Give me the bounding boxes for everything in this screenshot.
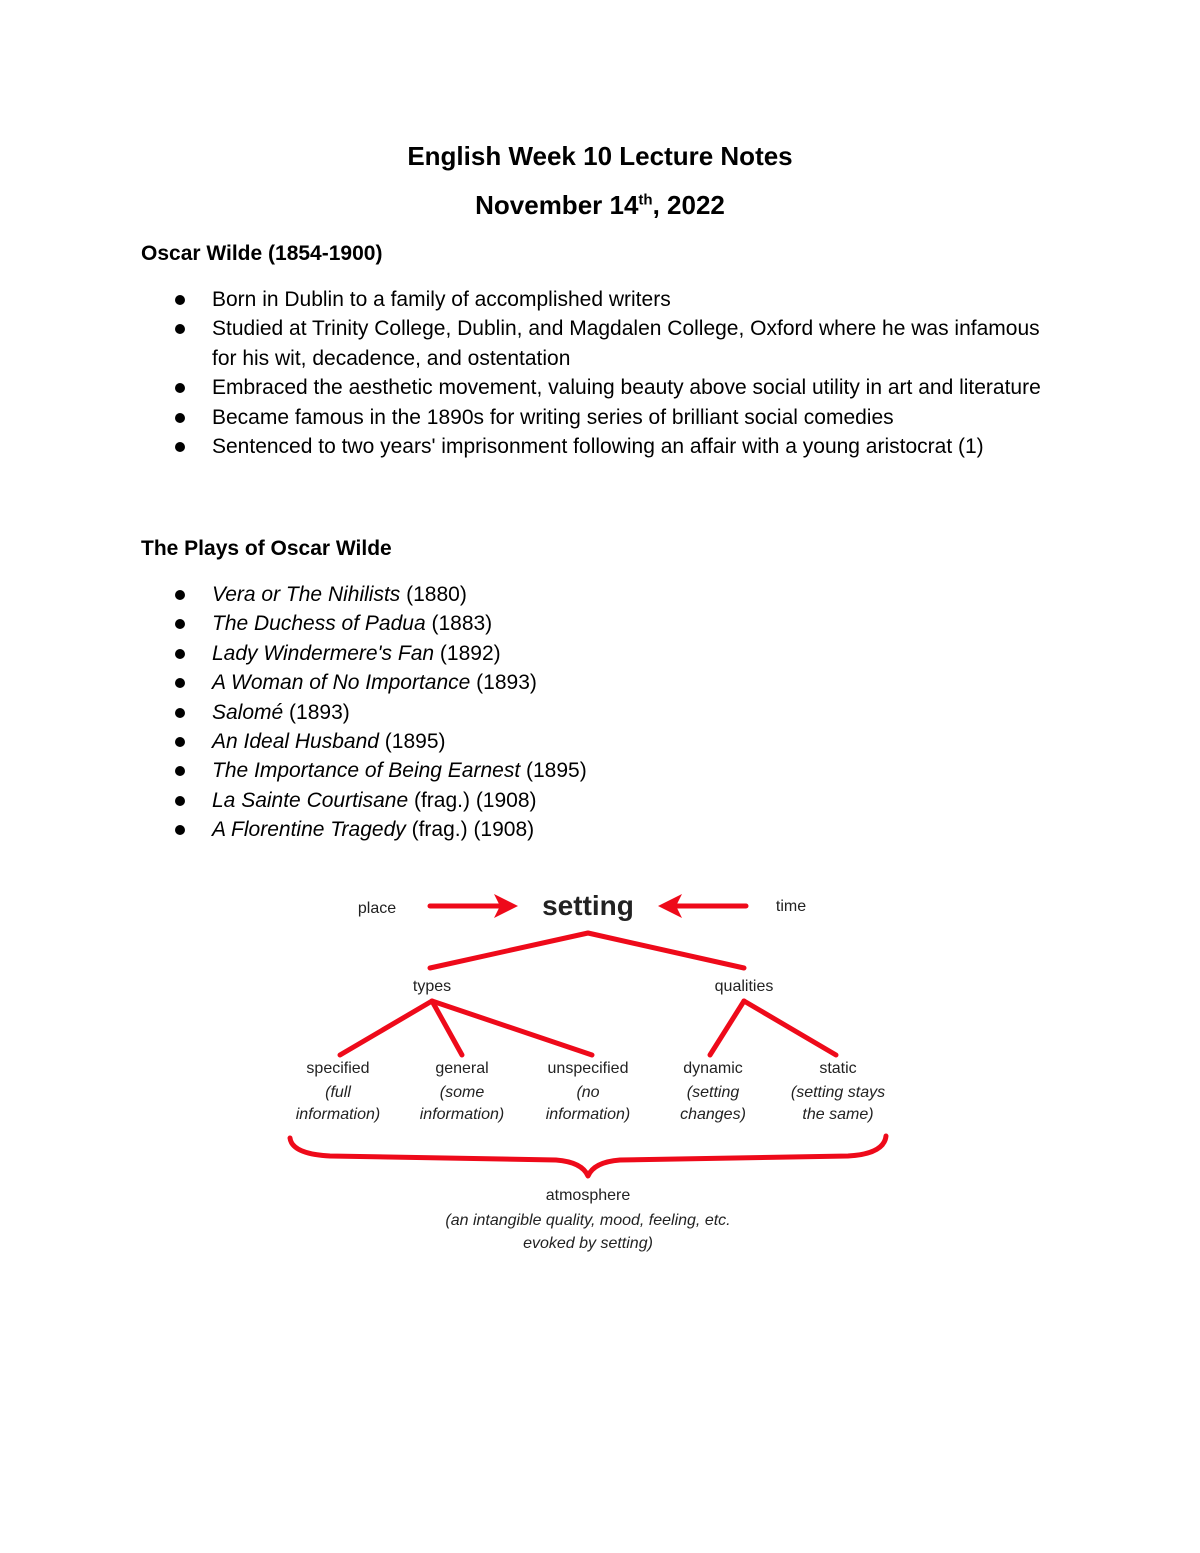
- list-item: [141, 639, 1061, 668]
- biography-list: [141, 285, 1061, 461]
- list-item: [141, 285, 1061, 314]
- list-item: [141, 403, 1061, 432]
- desc-general-line2: information): [419, 1106, 505, 1123]
- date-prefix: November 14: [475, 190, 639, 220]
- play-year: (1883): [425, 612, 493, 636]
- desc-static-line1: (setting stays: [790, 1084, 886, 1101]
- list-item: [141, 698, 1061, 727]
- document-title: English Week 10 Lecture Notes: [407, 141, 793, 171]
- branch-types-specified: [340, 1001, 432, 1055]
- bullet-icon: [175, 766, 185, 776]
- list-item-text: Studied at Trinity College, Dublin, and Magdalen College, Oxford where he was infamous for his wit, decadence, and ostentation: [212, 317, 1040, 370]
- desc-atmosphere-line2: evoked by setting): [523, 1235, 653, 1252]
- list-item: [141, 432, 1061, 461]
- label-time: time: [775, 898, 807, 915]
- list-item: [141, 756, 1061, 785]
- bullet-icon: [175, 649, 185, 659]
- play-year: (1895): [378, 730, 446, 754]
- setting-diagram: [270, 870, 910, 1270]
- play-year: (1880): [400, 583, 467, 606]
- play-year: (1892): [434, 641, 501, 665]
- desc-dynamic-line1: (setting: [686, 1084, 740, 1101]
- play-title: A Woman of No Importance: [212, 671, 471, 695]
- play-title: A Florentine Tragedy: [212, 818, 406, 842]
- date-superscript: th: [638, 191, 653, 209]
- plays-list: [141, 580, 1061, 845]
- branch-qualities-dynamic: [710, 1001, 744, 1055]
- bullet-icon: [175, 413, 185, 423]
- play-title: The Importance of Being Earnest: [212, 759, 521, 783]
- bullet-icon: [175, 295, 185, 305]
- play-year: (frag.) (1908): [405, 818, 535, 842]
- bullet-icon: [175, 678, 185, 688]
- bullet-icon: [175, 590, 185, 600]
- bullet-icon: [175, 737, 185, 747]
- date-suffix: , 2022: [652, 190, 725, 220]
- label-types: types: [412, 978, 452, 995]
- play-title: An Ideal Husband: [212, 730, 379, 754]
- section-heading-plays: The Plays of Oscar Wilde: [141, 537, 392, 560]
- play-title: La Sainte Courtisane: [212, 788, 409, 812]
- play-year: (1895): [520, 759, 587, 783]
- play-year: (1893): [470, 671, 537, 695]
- play-title: Lady Windermere's Fan: [212, 641, 435, 665]
- bullet-icon: [175, 619, 185, 629]
- play-year: (1893): [283, 700, 350, 724]
- desc-specified-line2: information): [295, 1106, 381, 1123]
- desc-unspecified-line1: (no: [576, 1084, 600, 1101]
- list-item: [141, 668, 1061, 697]
- desc-atmosphere-line1: (an intangible quality, mood, feeling, etc.: [445, 1212, 731, 1229]
- list-item: [141, 373, 1061, 402]
- play-title: Vera or The Nihilists: [212, 583, 401, 606]
- list-item: [141, 815, 1061, 844]
- label-specified: specified: [306, 1060, 370, 1077]
- bullet-icon: [175, 442, 185, 452]
- label-unspecified: unspecified: [547, 1060, 629, 1077]
- desc-general-line1: (some: [439, 1084, 485, 1101]
- bullet-icon: [175, 708, 185, 718]
- list-item: [141, 727, 1061, 756]
- bullet-icon: [175, 324, 185, 334]
- bullet-icon: [175, 796, 185, 806]
- desc-static-line2: the same): [802, 1106, 874, 1123]
- desc-dynamic-line2: changes): [680, 1106, 746, 1123]
- section-heading-oscar-wilde: Oscar Wilde (1854-1900): [141, 242, 383, 265]
- list-item-text: Born in Dublin to a family of accomplished writers: [212, 288, 671, 311]
- branch-setting-types: [430, 933, 588, 968]
- branch-qualities-static: [744, 1001, 836, 1055]
- label-dynamic: dynamic: [683, 1060, 743, 1077]
- list-item: [141, 580, 1061, 609]
- label-static: static: [819, 1060, 857, 1077]
- list-item-text: Embraced the aesthetic movement, valuing beauty above social utility in art and literature: [212, 376, 1041, 400]
- bullet-icon: [175, 825, 185, 835]
- bullet-icon: [175, 383, 185, 393]
- label-setting: setting: [542, 890, 634, 921]
- play-title: The Duchess of Padua: [212, 612, 426, 636]
- list-item: [141, 609, 1061, 638]
- desc-unspecified-line2: information): [545, 1106, 631, 1123]
- play-title: Salomé: [212, 700, 284, 724]
- list-item: [141, 786, 1061, 815]
- document-date: [0, 190, 1200, 221]
- desc-specified-line1: (full: [325, 1084, 351, 1101]
- atmosphere-brace: [290, 1136, 886, 1176]
- play-year: (frag.) (1908): [408, 788, 537, 812]
- label-qualities: qualities: [714, 978, 774, 995]
- list-item-text: Sentenced to two years' imprisonment following an affair with a young aristocrat (1): [212, 435, 984, 459]
- list-item-text: Became famous in the 1890s for writing series of brilliant social comedies: [212, 405, 894, 429]
- list-item: [141, 314, 1061, 373]
- branch-setting-qualities: [588, 933, 744, 968]
- label-general: general: [435, 1060, 489, 1077]
- label-atmosphere: atmosphere: [545, 1187, 631, 1204]
- label-place: place: [357, 900, 397, 917]
